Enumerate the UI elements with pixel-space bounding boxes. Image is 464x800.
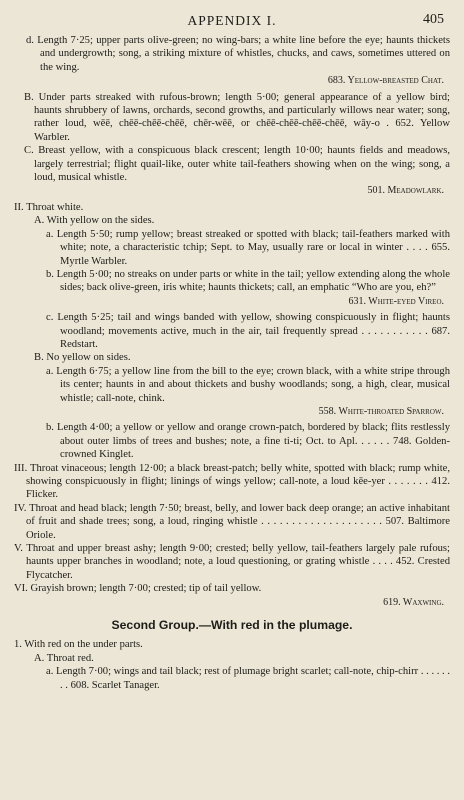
entry-white-eyed-vireo: b. Length 5·00; no streaks on under parts or white in the tail; yellow extending along the whole sides; back olive-green, iris white; haunts thickets; call, an emphatic “Who are you, eh?”: [46, 268, 450, 294]
group-heading: Second Group.—With red in the plumage.: [111, 618, 353, 633]
entry-waxwing: VI. Grayish brown; length 7·00; crested; tip of tail yellow.: [14, 583, 262, 595]
species-chat: 683. Yellow-breasted Chat.: [327, 75, 444, 87]
entry-b-yellow-warbler: B. Under parts streaked with rufous-brown; length 5·00; general appearance of a yellow bird; haunts shrubbery of lawns, orchards, second growths, and particularly willows near water; song, rather loud, wēē, chēē-chēē-chēē, chēr-wēē, or chēē-chēē-chēē-chēē, wāy-o . 652. Yellow Warbler.: [24, 91, 450, 143]
heading-throat-white: II. Throat white.: [14, 201, 84, 213]
entry-scarlet-tanager: a. Length 7·00; wings and tail black; rest of plumage bright scarlet; call-note, chip-chirr . . . . . . . . 608. Scarlet Tanager.: [46, 666, 450, 691]
heading-red-under-parts: 1. With red on the under parts.: [14, 639, 143, 651]
species-meadowlark: 501. Meadowlark.: [367, 185, 444, 197]
entry-crested-flycatcher: V. Throat and upper breast ashy; length 9·00; crested; belly yellow, tail-feathers largely pale rufous; haunts upper branches in woodland; note, a loud questioning, or grating whistle . . . . 452. Crested Flycatcher.: [14, 543, 450, 581]
heading-throat-red: A. Throat red.: [34, 652, 94, 664]
entry-c-meadowlark: C. Breast yellow, with a conspicuous black crescent; length 10·00; haunts fields and meadows, largely terrestrial; flight quail-like, outer white tail-feathers showing when on the wing; song, a loud, musical whistle.: [24, 145, 450, 184]
running-title: APPENDIX I.: [187, 13, 277, 28]
entry-golden-crowned-kinglet: b. Length 4·00; a yellow or yellow and orange crown-patch, bordered by black; flits restlessly about outer limbs of trees and bushes; note, a fine ti-ti; Oct. to Apl. . . . . . 748. Golden-crowned Kinglet.: [46, 422, 450, 461]
species-white-eyed-vireo: 631. White-eyed Vireo.: [348, 295, 444, 307]
page-header: [14, 12, 450, 34]
page-number: 405: [423, 12, 444, 27]
entry-myrtle-warbler: a. Length 5·50; rump yellow; breast streaked or spotted with black; tail-feathers marked with white; note, a characteristic tchip; Sept. to May, usually rare or local in winter . . . . 655. Myrtle Warbler.: [46, 228, 450, 267]
heading-yellow-sides: A. With yellow on the sides.: [34, 215, 155, 227]
heading-no-yellow: B. No yellow on sides.: [34, 352, 131, 364]
species-white-throated-sparrow: 558. White-throated Sparrow.: [318, 405, 444, 417]
entry-baltimore-oriole: IV. Throat and head black; length 7·50; breast, belly, and lower back deep orange; an active inhabitant of fruit and shade trees; song, a loud, ringing whistle . . . . . . . . . . . . . . . . . . . . 507. Baltimore Oriole.: [14, 502, 450, 541]
entry-d-chat: d. Length 7·25; upper parts olive-green; no wing-bars; a white line before the eye; haunts thickets and undergrowth; song, a striking mixture of whistles, chucks, and caws, sometimes uttered on the wing.: [26, 35, 450, 73]
entry-white-throated-sparrow: a. Length 6·75; a yellow line from the bill to the eye; crown black, with a white stripe through its center; haunts in and about thickets and bushy woodlands; song, a high, clear, musical whistle; call-note, chink.: [46, 365, 450, 404]
entry-flicker: III. Throat vinaceous; length 12·00; a black breast-patch; belly white, spotted with black; rump white, showing conspicuously in flight; linings of wings yellow; call-note, a loud kēe-yer . . . . . . . 412. Flicker.: [14, 462, 450, 501]
species-waxwing: 619. Waxwing.: [383, 596, 444, 608]
entry-redstart: c. Length 5·25; tail and wings banded with yellow, showing conspicuously in flight; haunts woodland; movements active, much in the air, tail frequently spread . . . . . . . . . . . 687. Redstart.: [46, 312, 450, 350]
